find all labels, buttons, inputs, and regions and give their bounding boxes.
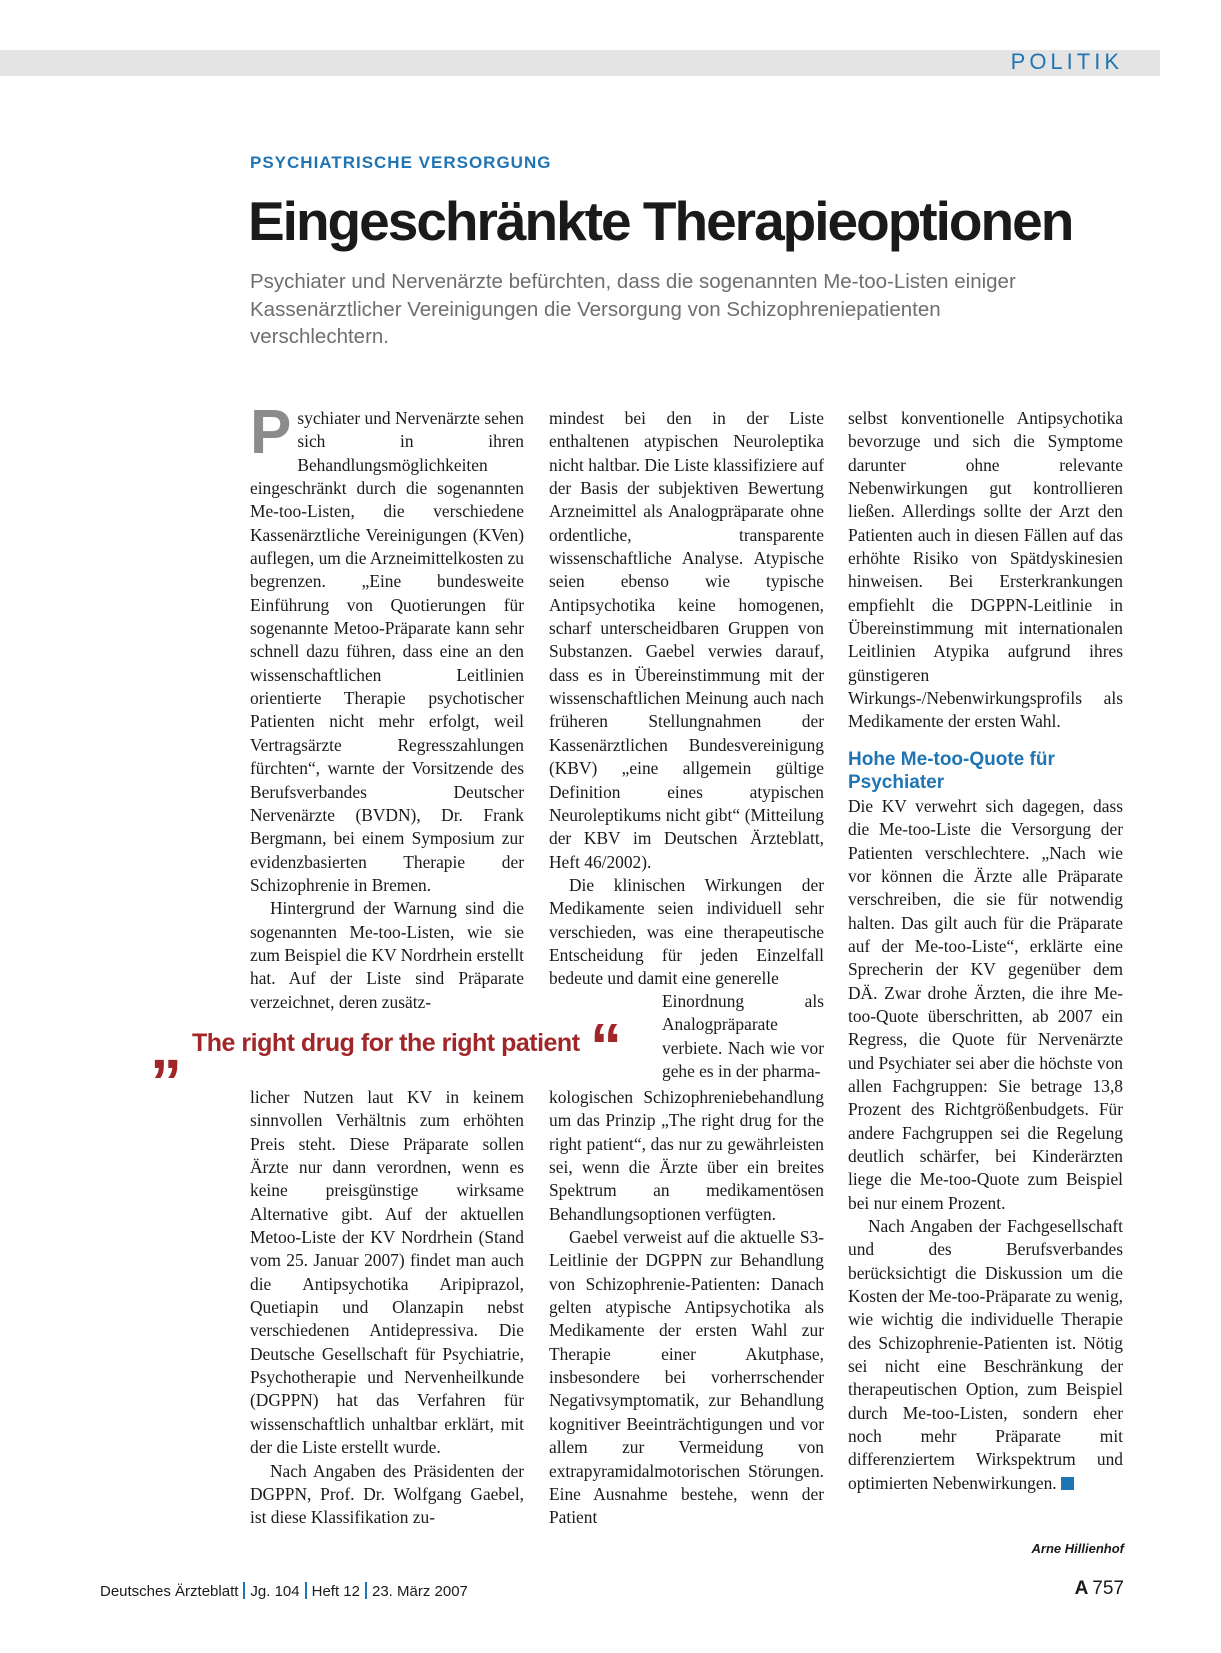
paragraph: Gaebel verweist auf die aktuelle S3-Leitlinie der DGPPN zur Behandlung von Schizophrenie-Patienten: Danach gelten atypische Antipsychotika als Medikamente der ersten Wahl zur Therapie einer Akutphase, insbesondere bei vorherrschender Negativsymptomatik, zur Behandlung kognitiver Beeinträchtigungen und vor allem zur Vermeidung von extrapyramidalmotorischen Störungen. Eine Ausnahme bestehe, wenn der Patient [549, 1227, 824, 1528]
issue: Heft 12 [311, 1583, 360, 1600]
pull-quote-open-mark: „ [150, 1010, 182, 1082]
divider [243, 1582, 245, 1599]
divider [365, 1582, 367, 1599]
journal-name: Deutsches Ärzteblatt [100, 1583, 239, 1600]
paragraph: kologischen Schizophreniebehandlung um das Prinzip „The right drug for the right patient“, das nur zu gewährleisten sei, wenn die Ärzte über ein breites Spektrum an medikamentösen Behandlungsoptionen verfügten. [549, 1087, 824, 1224]
column-2-middle [662, 990, 824, 1083]
paragraph: mindest bei den in der Liste enthaltenen atypischen Neuroleptika nicht haltbar. Die Liste klassifiziere auf der Basis der subjektiven Bewertung Arzneimittel als Analogpräparate ohne ordentliche, transparente wissenschaftliche Analyse. Atypische seien ebenso wie typische Antipsychotika keine homogenen, scharf unterscheidbaren Gruppen von Substanzen. Gaebel verwies darauf, dass es in Übereinstimmung mit der wissenschaftlichen Meinung auch nach früheren Stellungnahmen der Kassenärztlichen Bundesvereinigung (KBV) „eine allgemein gültige Definition eines atypischen Neuroleptikums nicht gibt“ (Mitteilung der KBV im Deutschen Ärzteblatt, Heft 46/2002). [549, 408, 824, 872]
end-square-icon [1061, 1477, 1074, 1490]
article-subhead: Hohe Me-too-Quote für Psychiater [848, 748, 1055, 793]
drop-cap: P [250, 398, 292, 467]
volume: Jg. 104 [250, 1583, 300, 1600]
paragraph: Einordnung als Analogpräparate verbiete. Nach wie vor gehe es in der pharma- [662, 991, 824, 1082]
article-kicker: PSYCHIATRISCHE VERSORGUNG [250, 153, 552, 172]
article-lead: Psychiater und Nervenärzte befürchten, dass die sogenannten Me-too-Listen einiger Kassenärztlicher Vereinigungen die Versorgung von Schizophreniepatienten verschlechtern. [250, 270, 1016, 348]
footer-citation [100, 1582, 468, 1600]
column-1-top [250, 398, 524, 1014]
page-number-value: 757 [1092, 1578, 1124, 1599]
divider [305, 1582, 307, 1599]
paragraph: Nach Angaben des Präsidenten der DGPPN, Prof. Dr. Wolfgang Gaebel, ist diese Klassifikation zu- [250, 1460, 524, 1528]
paragraph [848, 1215, 1123, 1495]
paragraph [250, 398, 524, 897]
column-1-bottom [250, 1086, 524, 1530]
paragraph: licher Nutzen laut KV in keinem sinnvollen Verhältnis zum erhöhten Preis steht. Diese Präparate sollen Ärzte nur dann verordnen, wenn es keine preisgünstige wirksame Alternative gibt. Auf der aktuellen Metoo-Liste der KV Nordrhein (Stand vom 25. Januar 2007) findet man auch die Antipsychotika Aripiprazol, Quetiapin und Olanzapin nebst verschiedenen Antidepressiva. Die Deutsche Gesellschaft für Psychiatrie, Psychotherapie und Nervenheilkunde (DGPPN) hat das Verfahren für wissenschaftlich unhaltbar erklärt, mit der die Liste erstellt wurde. [250, 1087, 524, 1458]
paragraph: Die klinischen Wirkungen der Medikamente seien individuell sehr verschieden, was eine therapeutische Entscheidung für jeden Einzelfall bedeute und damit eine generelle [549, 874, 824, 989]
column-2-top [549, 407, 824, 991]
article-title: Eingeschränkte Therapieoptionen [248, 190, 1073, 252]
paragraph-text: sychiater und Nervenärzte sehen sich in ihren Behandlungsmöglichkeiten eingeschränkt durch die sogenannten Me-too-Listen, die verschiedene Kassenärztliche Vereinigungen (KVen) auflegen, um die Arzneimittelkosten zu begrenzen. „Eine bundesweite Einführung von Quotierungen für sogenannte Metoo-Präparate kann sehr schnell dazu führen, dass eine an den wissenschaftlichen Leitlinien orientierte Therapie psychotischer Patienten nicht mehr erfolgt, weil Vertragsärzte Regresszahlungen fürchten“, warnte der Vorsitzende des Berufsverbandes Deutscher Nervenärzte (BVDN), Dr. Frank Bergmann, bei einem Symposium zur evidenzbasierten Therapie der Schizophrenie in Bremen. [250, 408, 524, 895]
issue-date: 23. März 2007 [372, 1583, 468, 1600]
pull-quote-text: The right drug for the right patient [192, 1029, 580, 1057]
paragraph: Die KV verwehrt sich dagegen, dass die Me-too-Liste die Versorgung der Patienten verschlechtere. „Nach wie vor können die Ärzte alle Präparate verschreiben, die sie für notwendig halten. Das gilt auch für die Präparate auf der Me-too-Liste“, erklärte eine Sprecherin der KV gegenüber dem DÄ. Zwar drohe Ärzten, die ihre Me-too-Quote überschritten, ab 2007 ein Regress, die Quote für Nervenärzte und Psychiater sei aber die höchste von allen Fachgruppen: Sie betrage 13,8 Prozent des Richtgrößenbudgets. Für andere Fachgruppen sei die Regelung deutlich schärfer, bei Kinderärzten liege die Me-too-Quote zum Beispiel bei nur einem Prozent. [848, 795, 1123, 1213]
column-3 [848, 407, 1123, 1495]
paragraph-text: Nach Angaben der Fachgesellschaft und des Berufsverbandes berücksichtigt die Diskussion um die Kosten der Me-too-Präparate zu wenig, wie wichtig die individuelle Therapie des Schizophrenie-Patienten ist. Nötig sei nicht eine Beschränkung der therapeutischen Option, zum Beispiel durch Me-too-Listen, sondern eher noch mehr Präparate mit differenziertem Wirkspektrum und optimierten Nebenwirkungen. [848, 1216, 1123, 1493]
article-author: Arne Hillienhof [1031, 1541, 1124, 1556]
page-number [1075, 1578, 1124, 1600]
paragraph: Hintergrund der Warnung sind die sogenannten Me-too-Listen, wie sie zum Beispiel die KV Nordrhein erstellt hat. Auf der Liste sind Präparate verzeichnet, deren zusätz- [250, 898, 524, 1012]
pull-quote-close-mark: “ [590, 1010, 622, 1082]
paragraph: selbst konventionelle Antipsychotika bevorzuge und sich die Symptome darunter ohne relevante Nebenwirkungen gut kontrollieren ließen. Allerdings sollte der Arzt den Patienten auch in diesen Fällen auf das erhöhte Risiko von Spätdyskinesien hinweisen. Bei Ersterkrankungen empfiehlt die DGPPN-Leitlinie in Übereinstimmung mit internationalen Leitlinien Atypika aufgrund ihres günstigeren Wirkungs-/Nebenwirkungsprofils als Medikamente der ersten Wahl. [848, 408, 1123, 732]
column-2-bottom [549, 1086, 824, 1530]
page-prefix: A [1074, 1578, 1089, 1599]
section-label: POLITIK [1010, 49, 1123, 74]
section-header-bar [0, 50, 1160, 76]
